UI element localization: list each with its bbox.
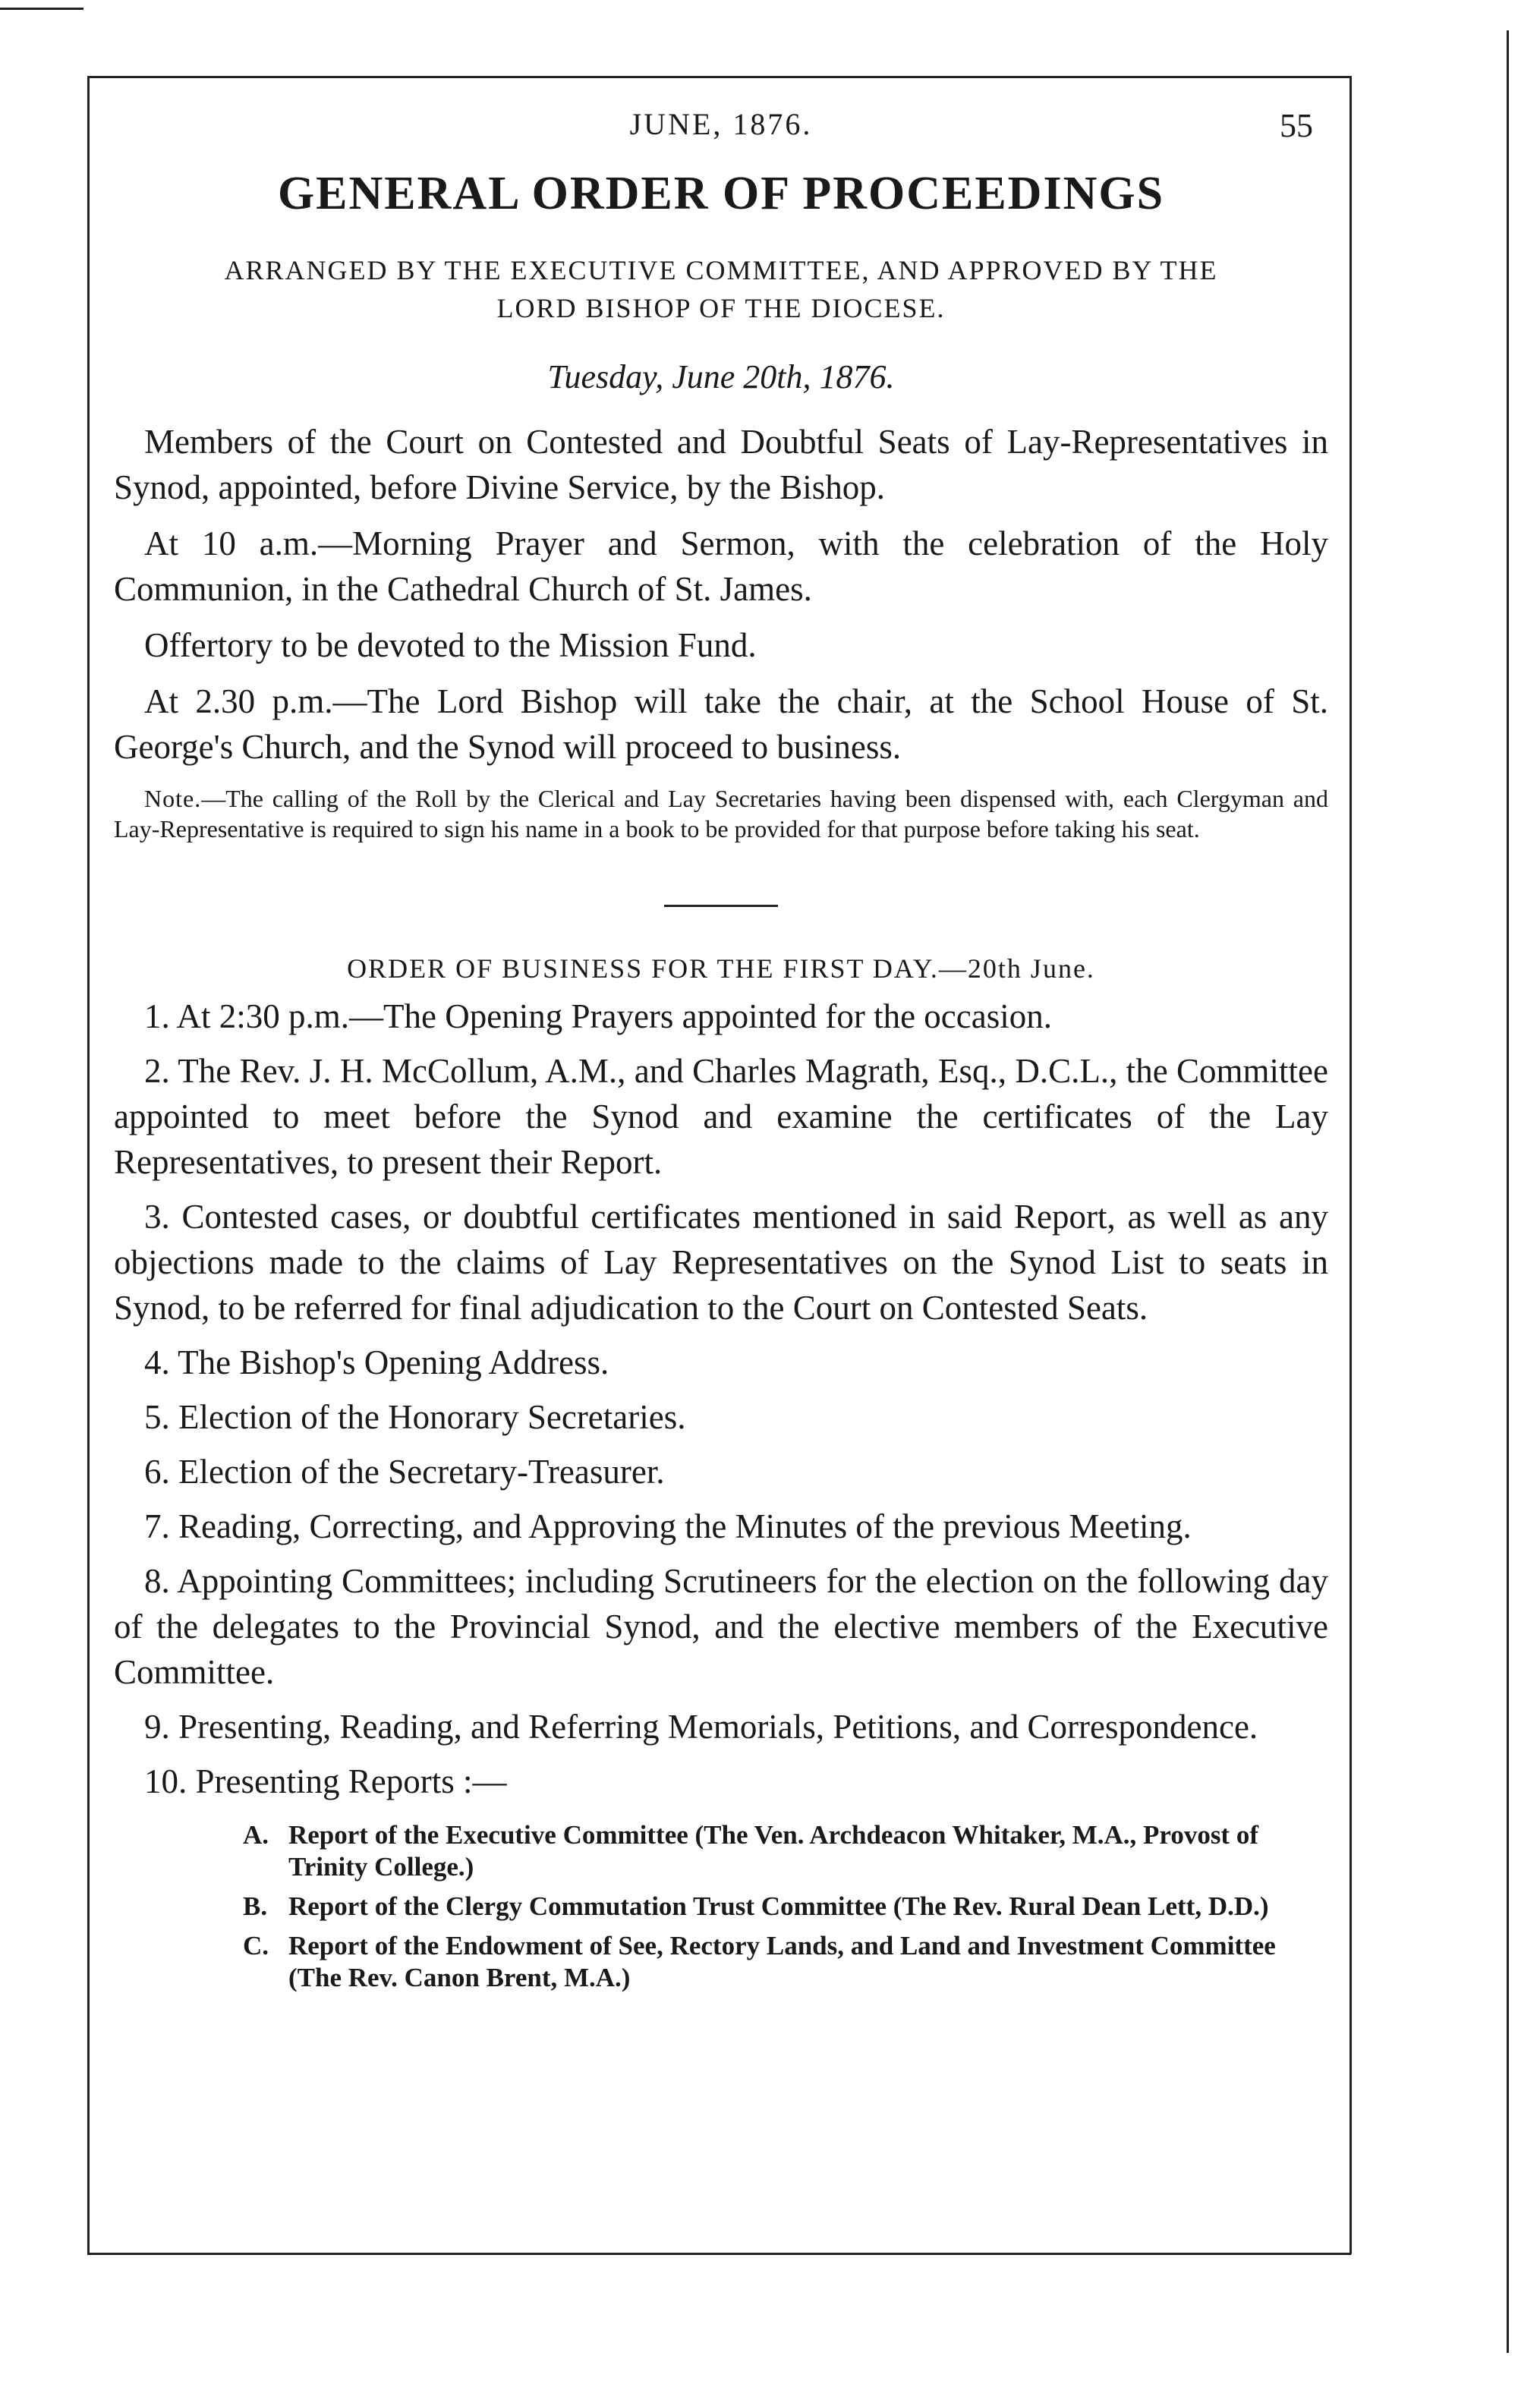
order-heading: ORDER OF BUSINESS FOR THE FIRST DAY.—20th June. <box>347 953 1095 984</box>
paragraph-members: Members of the Court on Contested and Doubtful Seats of Lay-Representatives in Synod, appointed, before Divine Service, by the Bishop. <box>114 423 1328 506</box>
frame-bottom-rule <box>87 2253 1351 2255</box>
note-paragraph <box>114 783 1328 844</box>
list-item: 6. Election of the Secretary-Treasurer. <box>144 1453 665 1491</box>
note-label: Note. <box>144 785 202 812</box>
frame-top-rule <box>87 76 1351 78</box>
list-item: 4. The Bishop's Opening Address. <box>144 1343 609 1381</box>
list-item: 3. Contested cases, or doubtful certificates mentioned in said Report, as well as any objections made to the claims of Lay Representatives on the Synod List to seats in Synod, to be referred for final adjudication to the Court on Contested Seats. <box>114 1198 1328 1327</box>
report-text: Report of the Endowment of See, Rectory Lands, and Land and Investment Committee (The Rev. Canon Brent, M.A.) <box>288 1931 1276 1992</box>
subtitle <box>114 251 1328 327</box>
document-page <box>114 91 1328 1994</box>
header-date: JUNE, 1876. <box>629 107 813 141</box>
page-number: 55 <box>1280 107 1313 144</box>
page-title: GENERAL ORDER OF PROCEEDINGS <box>277 168 1165 219</box>
report-text: Report of the Executive Committee (The Ven. Archdeacon Whitaker, M.A., Provost of Trinity College.) <box>288 1820 1258 1882</box>
running-header <box>114 91 1328 152</box>
corner-mark <box>0 8 83 10</box>
order-list <box>114 994 1328 1804</box>
frame-left-rule <box>87 76 90 2254</box>
list-item: 8. Appointing Committees; including Scrutineers for the election on the following day of the delegates to the Provincial Synod, and the elective members of the Executive Committee. <box>114 1562 1328 1691</box>
list-item: 2. The Rev. J. H. McCollum, A.M., and Charles Magrath, Esq., D.C.L., the Committee appointed to meet before the Synod and examine the certificates of the Lay Representatives, to present their Report. <box>114 1052 1328 1181</box>
intro-paragraphs <box>114 419 1328 770</box>
reports-sublist <box>114 1819 1328 1994</box>
subtitle-line-1: ARRANGED BY THE EXECUTIVE COMMITTEE, AND APPROVED BY THE <box>224 255 1218 285</box>
list-item: 1. At 2:30 p.m.—The Opening Prayers appointed for the occasion. <box>144 997 1052 1035</box>
dateline: Tuesday, June 20th, 1876. <box>547 358 895 395</box>
report-text: Report of the Clergy Commutation Trust Committee (The Rev. Rural Dean Lett, D.D.) <box>288 1891 1269 1921</box>
list-item: 10. Presenting Reports :— <box>144 1762 507 1800</box>
list-item: 7. Reading, Correcting, and Approving the Minutes of the previous Meeting. <box>144 1507 1192 1545</box>
report-item <box>243 1819 1328 1883</box>
report-letter: A. <box>243 1820 269 1850</box>
report-letter: C. <box>243 1931 269 1960</box>
note-text: —The calling of the Roll by the Clerical and Lay Secretaries having been dispensed with, each Clergyman and Lay-Representative is required to sign his name in a book to be provided for that purpose before taking his seat. <box>114 785 1328 842</box>
page-edge-rule <box>1507 30 1509 2353</box>
paragraph-afternoon: At 2.30 p.m.—The Lord Bishop will take the chair, at the School House of St. George's Church, and the Synod will proceed to business. <box>114 682 1328 766</box>
section-divider <box>664 905 778 907</box>
report-item <box>243 1930 1328 1994</box>
frame-right-rule <box>1349 76 1352 2254</box>
paragraph-morning-prayer: At 10 a.m.—Morning Prayer and Sermon, with the celebration of the Holy Communion, in the Cathedral Church of St. James. <box>114 524 1328 608</box>
paragraph-offertory: Offertory to be devoted to the Mission Fund. <box>144 626 757 664</box>
report-item <box>243 1891 1328 1923</box>
list-item: 5. Election of the Honorary Secretaries. <box>144 1398 686 1436</box>
subtitle-line-2: LORD BISHOP OF THE DIOCESE. <box>496 293 946 323</box>
report-letter: B. <box>243 1891 268 1921</box>
list-item: 9. Presenting, Reading, and Referring Memorials, Petitions, and Correspondence. <box>144 1708 1258 1746</box>
